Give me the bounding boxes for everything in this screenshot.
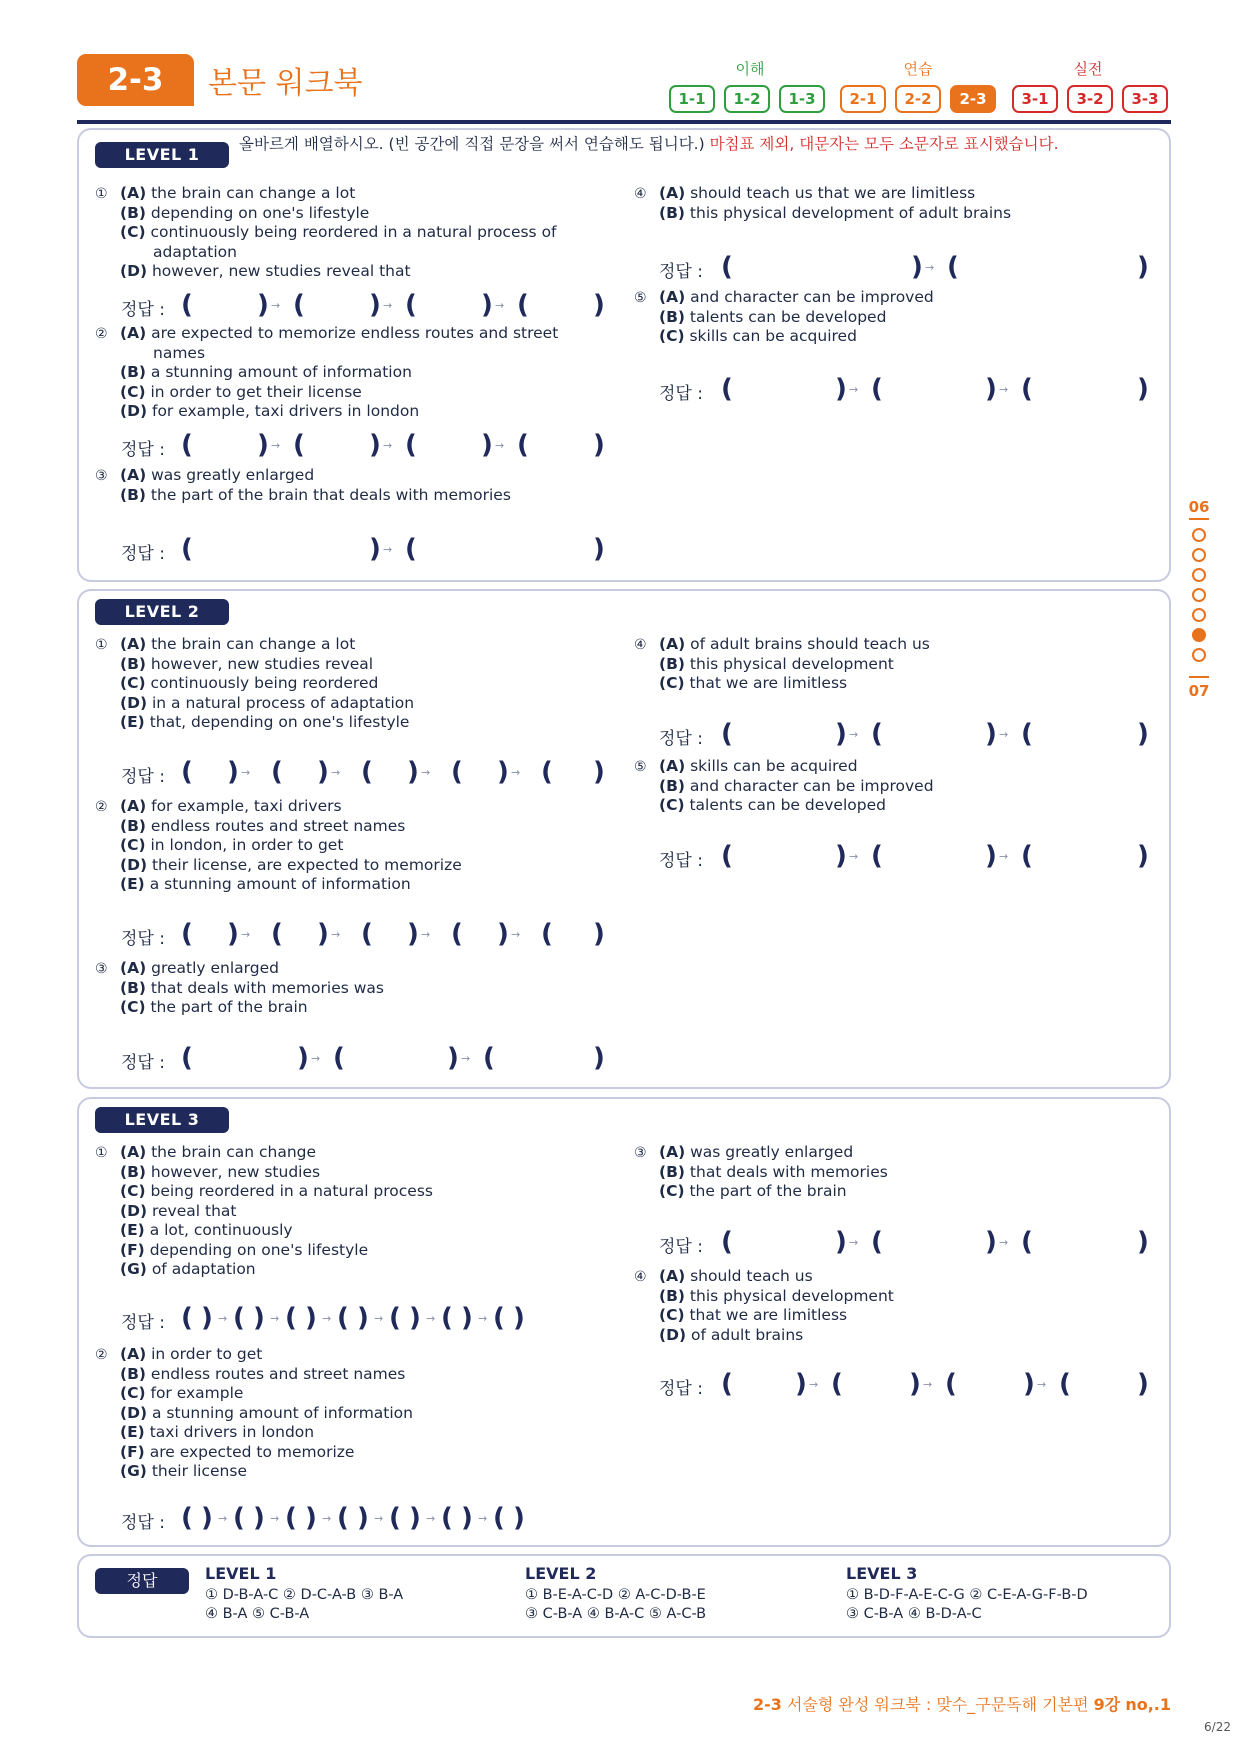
answer-label: 정답 : [659,1379,703,1399]
item-tag: (C) [659,674,685,692]
level3-q1-answer[interactable]: 정답 : ( ) → ( ) → ( ) → ( ) → ( ) → ( ) → ( ) [121,1303,525,1333]
question-number: ③ [95,468,108,484]
question-number: ② [95,799,108,815]
tab-2-2[interactable]: 2-2 [895,85,941,113]
side-nav-dot[interactable] [1192,528,1206,542]
item-tag: (A) [120,466,147,484]
item-tag: (C) [659,327,685,345]
answer-label: 정답 : [659,729,703,749]
item-tag: (A) [659,635,686,653]
item-tag: (B) [659,307,685,326]
page-title: 본문 워크북 [208,66,363,101]
item-text: of adult brains should teach us [690,635,930,653]
item-tag: (C) [659,796,685,814]
item-tag: (D) [120,402,148,420]
item-tag: (A) [659,184,686,202]
level2-q5-answer[interactable]: 정답 : ( ) → ( ) → ( ) [659,841,1149,871]
level1-q5 [634,288,1154,347]
header-rule [77,120,1171,124]
item-text: and character can be improved [690,288,934,306]
answer-label: 정답 : [121,544,165,564]
answer-label: 정답 : [659,384,703,404]
level3-q3-answer[interactable]: 정답 : ( ) → ( ) → ( ) [659,1227,1149,1257]
level3-q4 [634,1267,1154,1345]
question-number: ⑤ [634,759,647,775]
question-number: ② [95,1347,108,1363]
side-nav-divider [1189,518,1209,520]
item-tag: (G) [120,1260,147,1278]
item-tag: (E) [120,713,145,731]
group-label-practice: 연습 [903,60,933,78]
item-text: are expected to memorize endless routes and street [151,324,559,342]
item-text: that we are limitless [689,674,848,692]
question-number: ③ [95,961,108,977]
item-tag: (D) [659,1325,687,1344]
item-text: should teach us that we are limitless [690,184,976,202]
tab-2-3[interactable]: 2-3 [950,85,996,113]
level2-q4 [634,635,1154,694]
item-text: however, new studies [150,1162,321,1181]
group-label-understanding: 이해 [735,60,765,78]
item-text: however, new studies reveal [150,654,374,673]
item-tag: (C) [120,1182,146,1200]
question-number: ③ [634,1145,647,1161]
item-text-cont: names [153,343,206,362]
answer-key-line: ③ C-B-A ④ B-D-A-C [846,1606,982,1622]
item-tag: (B) [120,1162,146,1181]
question-number: ② [95,326,108,342]
level3-q4-answer[interactable]: 정답 : ( ) → ( ) → ( ) → ( ) [659,1369,1149,1399]
level1-badge: LEVEL 1 [95,142,229,168]
group-label-real: 실전 [1073,60,1103,78]
item-tag: (B) [120,203,146,222]
item-text: the brain can change a lot [151,184,356,202]
item-text: reveal that [151,1201,237,1220]
item-tag: (B) [659,654,685,673]
item-text: the part of the brain [150,998,308,1016]
item-text: in order to get their license [150,382,362,401]
item-tag: (A) [659,1143,686,1161]
item-tag: (D) [120,1201,148,1220]
item-text: was greatly enlarged [690,1143,854,1161]
item-text: that, depending on one's lifestyle [149,713,410,731]
item-tag: (C) [120,1384,146,1402]
item-text: endless routes and street names [150,816,406,835]
level1-q4 [634,184,1154,223]
tab-1-1[interactable]: 1-1 [669,85,715,113]
level3-q2 [95,1345,595,1482]
question-number: ① [95,186,108,202]
item-tag: (C) [120,674,146,692]
tab-1-3[interactable]: 1-3 [779,85,825,113]
answer-label: 정답 : [659,1237,703,1257]
level2-q1-answer[interactable]: 정답 : ( ) → ( ) → ( ) → ( ) → ( ) [121,757,605,787]
item-tag: (D) [120,1403,148,1422]
item-tag: (F) [120,1240,145,1259]
item-tag: (C) [120,382,146,401]
item-text: this physical development of adult brains [689,203,1012,222]
level2-q1 [95,635,595,733]
item-text: talents can be developed [689,796,886,814]
level1-q5-answer[interactable]: 정답 : ( ) → ( ) → ( ) [659,374,1149,404]
item-tag: (E) [120,875,145,893]
tab-3-3[interactable]: 3-3 [1122,85,1168,113]
side-nav-bottom-number: 07 [1188,682,1210,700]
item-text: continuously being reordered [150,674,379,692]
footer-text: 서술형 완성 워크북 : 맞수_구문독해 기본편 [786,1695,1089,1714]
level3-panel [77,1097,1171,1547]
item-text: a stunning amount of information [151,1403,413,1422]
item-text: of adaptation [151,1260,256,1278]
item-text: and character can be improved [689,776,934,795]
answer-key-line: ④ B-A ⑤ C-B-A [205,1606,310,1622]
level1-q4-answer[interactable]: 정답 : ( ) → ( ) [659,252,1149,282]
question-number: ① [95,1145,108,1161]
answer-label: 정답 : [659,262,703,282]
answer-label: 정답 : [121,929,165,949]
level1-q3-answer[interactable]: 정답 : ( ) → ( ) [121,534,605,564]
side-nav-dot[interactable] [1192,648,1206,662]
item-tag: (B) [120,363,146,381]
level1-q2 [95,324,595,422]
answer-label: 정답 : [121,1053,165,1073]
item-tag: (A) [120,959,147,977]
item-tag: (D) [120,262,148,280]
level2-q5 [634,757,1154,816]
item-text: a stunning amount of information [149,875,411,893]
answer-key-level2 [525,1564,706,1624]
tab-2-1[interactable]: 2-1 [840,85,886,113]
item-text: a stunning amount of information [150,363,412,381]
item-text: greatly enlarged [151,959,279,977]
item-tag: (A) [120,797,147,815]
answer-key-badge: 정답 [95,1568,189,1594]
item-text: being reordered in a natural process [150,1182,433,1200]
item-tag: (F) [120,1442,145,1461]
level2-panel [77,589,1171,1089]
answer-key-line: ③ C-B-A ④ B-A-C ⑤ A-C-B [525,1606,707,1622]
side-nav-dot[interactable] [1192,628,1206,642]
item-tag: (E) [120,1423,145,1441]
item-text: in london, in order to get [150,836,344,854]
level3-q3 [634,1143,1154,1202]
item-text: endless routes and street names [150,1364,406,1383]
answer-key-level1 [205,1564,403,1624]
answer-key-title: LEVEL 3 [846,1564,918,1583]
item-text: their license [151,1462,247,1480]
question-number: ① [95,637,108,653]
item-text: that deals with memories was [150,978,385,997]
item-text: for example [150,1384,244,1402]
side-nav-dot[interactable] [1192,548,1206,562]
level1-panel [77,128,1171,582]
item-text: are expected to memorize [149,1442,355,1461]
item-tag: (B) [120,485,146,504]
answer-key-line: ① B-E-A-C-D ② A-C-D-B-E [525,1587,706,1603]
item-tag: (B) [659,1162,685,1181]
item-text-cont: adaptation [153,242,237,261]
item-text: taxi drivers in london [149,1423,315,1441]
item-text: the brain can change a lot [151,635,356,653]
answer-label: 정답 : [121,300,165,320]
side-nav-divider [1189,676,1209,678]
answer-label: 정답 : [121,767,165,787]
answer-key-title: LEVEL 1 [205,1564,277,1583]
level1-q1-answer[interactable]: 정답 : ( ) → ( ) → ( ) → ( ) [121,290,605,320]
item-text: depending on one's lifestyle [149,1240,369,1259]
item-tag: (C) [120,223,146,241]
item-tag: (B) [120,978,146,997]
side-nav-top-number: 06 [1188,498,1210,516]
item-tag: (A) [120,324,147,342]
level2-q2-answer[interactable]: 정답 : ( ) → ( ) → ( ) → ( ) → ( ) [121,919,605,949]
item-tag: (B) [120,654,146,673]
level1-q3 [95,466,595,505]
page-number: 6/22 [1204,1720,1231,1734]
level3-badge: LEVEL 3 [95,1107,229,1133]
item-text: talents can be developed [689,307,887,326]
level2-q2 [95,797,595,895]
item-tag: (E) [120,1221,145,1239]
item-tag: (D) [120,855,148,874]
item-text: the brain can change [151,1143,317,1161]
item-text: should teach us [690,1267,813,1285]
instruction-main: 올바르게 배열하시오. (빈 공간에 직접 문장을 써서 연습해도 됩니다.) [239,135,705,153]
item-tag: (C) [120,998,146,1016]
item-text: for example, taxi drivers in london [151,402,420,420]
answer-label: 정답 : [659,851,703,871]
item-text: for example, taxi drivers [151,797,342,815]
item-text: skills can be acquired [689,327,857,345]
item-tag: (D) [120,693,148,712]
item-tag: (A) [120,1143,147,1161]
level2-badge: LEVEL 2 [95,599,229,625]
item-tag: (A) [659,1267,686,1285]
item-tag: (A) [120,635,147,653]
item-tag: (B) [659,776,685,795]
level1-q2-answer[interactable]: 정답 : ( ) → ( ) → ( ) → ( ) [121,430,605,460]
question-number: ④ [634,1269,647,1285]
level3-q2-answer[interactable]: 정답 : ( ) → ( ) → ( ) → ( ) → ( ) → ( ) → ( ) [121,1503,525,1533]
answer-key-panel [77,1554,1171,1638]
item-text: this physical development [689,1286,894,1305]
item-text: their license, are expected to memorize [151,855,462,874]
answer-key-level3 [846,1564,1088,1624]
tab-3-2[interactable]: 3-2 [1067,85,1113,113]
answer-label: 정답 : [121,440,165,460]
item-tag: (B) [120,1364,146,1383]
answer-label: 정답 : [121,1313,165,1333]
item-tag: (A) [120,184,147,202]
item-text: the part of the brain that deals with memories [150,485,511,504]
item-tag: (C) [120,836,146,854]
item-text: a lot, continuously [149,1221,293,1239]
item-tag: (B) [659,203,685,222]
level1-q1 [95,184,595,282]
answer-key-line: ① D-B-A-C ② D-C-A-B ③ B-A [205,1587,404,1603]
tab-3-1[interactable]: 3-1 [1012,85,1058,113]
instruction-note: 마침표 제외, 대문자는 모두 소문자로 표시했습니다. [709,135,1059,153]
item-text: that deals with memories [689,1162,888,1181]
footer-prefix: 2-3 [752,1695,782,1714]
item-tag: (A) [659,288,686,306]
item-tag: (C) [659,1306,685,1324]
level2-q3-answer[interactable]: 정답 : ( ) → ( ) → ( ) [121,1043,605,1073]
item-text: the part of the brain [689,1182,847,1200]
footer [753,1692,1171,1715]
item-tag: (B) [659,1286,685,1305]
question-number: ④ [634,637,647,653]
level2-q4-answer[interactable]: 정답 : ( ) → ( ) → ( ) [659,719,1149,749]
item-text: this physical development [689,654,894,673]
item-text: that we are limitless [689,1306,848,1324]
item-text: however, new studies reveal that [151,262,411,280]
question-number: ④ [634,186,647,202]
item-tag: (C) [659,1182,685,1200]
item-tag: (G) [120,1462,147,1480]
item-tag: (A) [120,1345,147,1363]
answer-key-line: ① B-D-F-A-E-C-G ② C-E-A-G-F-B-D [846,1587,1088,1603]
item-text: in a natural process of adaptation [151,693,415,712]
item-text: in order to get [151,1345,263,1363]
answer-key-title: LEVEL 2 [525,1564,597,1583]
footer-lesson: 9강 [1093,1695,1121,1714]
footer-suffix: no,.1 [1125,1695,1171,1714]
side-nav-dot[interactable] [1192,568,1206,582]
item-text: continuously being reordered in a natural process of [150,223,557,241]
item-text: was greatly enlarged [151,466,315,484]
tab-1-2[interactable]: 1-2 [724,85,770,113]
level2-q3 [95,959,595,1018]
level1-instruction [239,134,1139,155]
item-tag: (B) [120,816,146,835]
item-text: depending on one's lifestyle [150,203,370,222]
side-nav-dot[interactable] [1192,588,1206,602]
side-nav-dot[interactable] [1192,608,1206,622]
item-text: of adult brains [690,1325,804,1344]
answer-label: 정답 : [121,1513,165,1533]
section-number-badge: 2-3 [77,54,194,106]
level3-q1 [95,1143,595,1280]
question-number: ⑤ [634,290,647,306]
item-tag: (A) [659,757,686,775]
item-text: skills can be acquired [690,757,858,775]
